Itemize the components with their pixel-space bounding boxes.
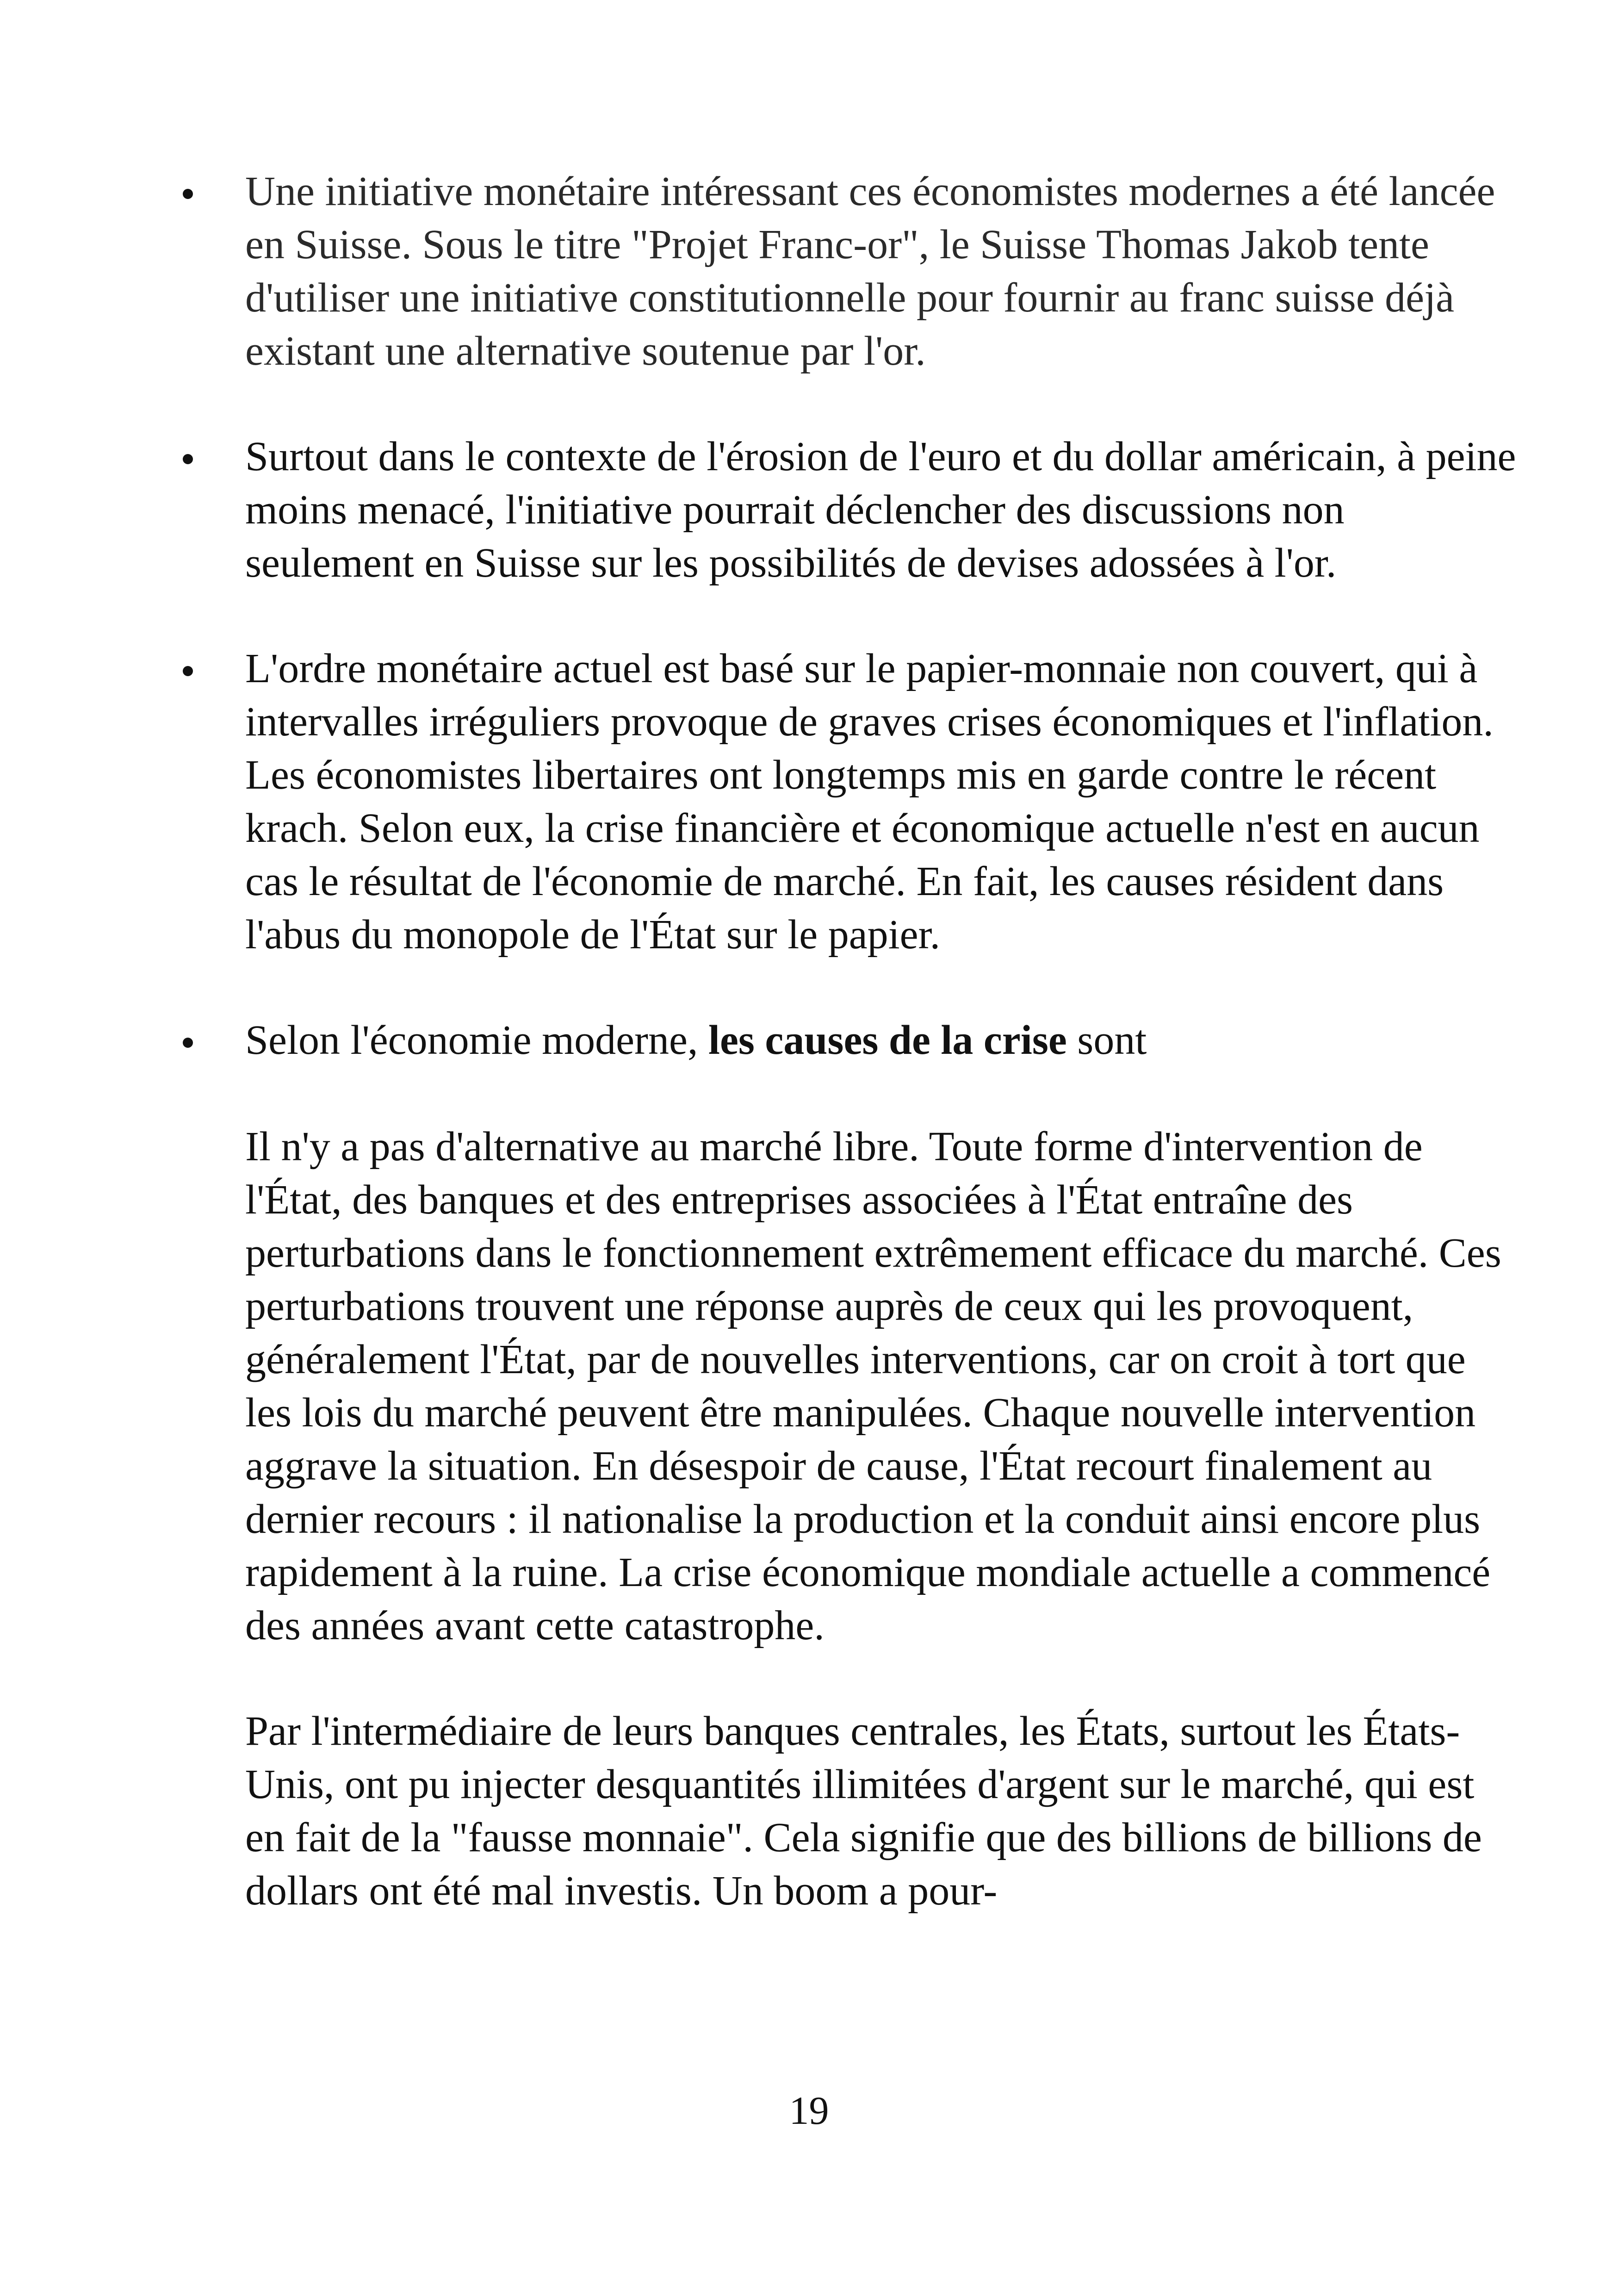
page-number: 19: [789, 2088, 829, 2133]
list-item: [245, 430, 1522, 590]
paragraph-text: Une initiative monétaire intéressant ces économistes modernes a été lancée en Suisse. Sous le titre "Projet Franc-or", le Suisse Thomas Jakob tente d'utiliser une initiative constitutionnelle pour fournir au franc suisse déjà existant une alternative soutenue par l'or.: [245, 168, 1495, 374]
paragraph-text: L'ordre monétaire actuel est basé sur le papier-monnaie non couvert, qui à intervalles irréguliers provoque de graves crises économiques et l'inflation. Les économistes libertaires ont longtemps mis en garde contre le récent krach. Selon eux, la crise financière et économique actuelle n'est en aucun cas le résultat de l'économie de marché. En fait, les causes résident dans l'abus du monopole de l'État sur le papier.: [245, 646, 1494, 958]
bullet-icon: [183, 454, 193, 464]
bullet-icon: [183, 666, 193, 676]
bullet-icon: [183, 1038, 193, 1048]
bold-phrase: les causes de la crise: [708, 1017, 1067, 1063]
list-item: [245, 1014, 1522, 1917]
list-item: [245, 642, 1522, 961]
sub-paragraph: Il n'y a pas d'alternative au marché libre. Toute forme d'intervention de l'État, des banques et des entreprises associées à l'État entraîne des perturbations dans le fonctionnement extrêmement efficace du marché. Ces perturbations trouvent une réponse auprès de ceux qui les provoquent, généralement l'État, par de nouvelles interventions, car on croit à tort que les lois du marché peuvent être manipulées. Chaque nouvelle intervention aggrave la situation. En désespoir de cause, l'État recourt finalement au dernier recours : il nationalise la production et la conduit ainsi encore plus rapidement à la ruine. La crise économique mondiale actuelle a commencé des années avant cette catastrophe.: [245, 1124, 1501, 1649]
bullet-icon: [183, 189, 193, 199]
text-run: Selon l'économie moderne,: [245, 1017, 708, 1063]
text-run: sont: [1066, 1017, 1147, 1063]
page-body: [245, 165, 1522, 1917]
paragraph-text: Surtout dans le contexte de l'érosion de l'euro et du dollar américain, à peine moins menacé, l'initiative pourrait déclencher des discussions non seulement en Suisse sur les possibilités de devises adossées à l'or.: [245, 434, 1516, 586]
paragraph-text: [245, 1014, 1522, 1067]
list-item: [245, 165, 1522, 378]
sub-paragraph: Par l'intermédiaire de leurs banques centrales, les États, surtout les États-Unis, ont pu injecter desquantités illimitées d'argent sur le marché, qui est en fait de la "fausse monnaie". Cela signifie que des billions de billions de dollars ont été mal investis. Un boom a pour-: [245, 1708, 1482, 1914]
